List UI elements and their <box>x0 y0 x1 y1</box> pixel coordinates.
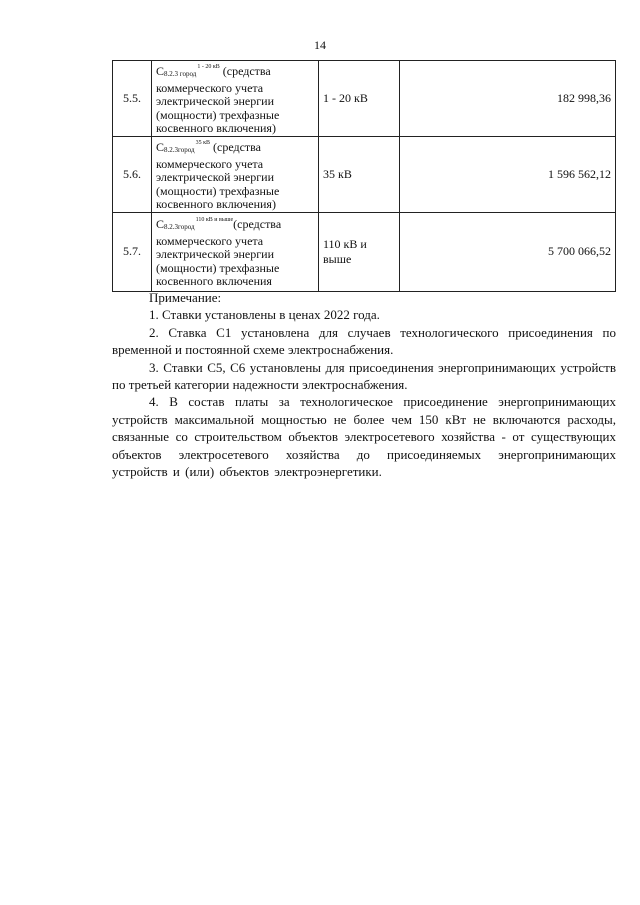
notes-section <box>112 289 616 480</box>
row-number: 5.7. <box>113 212 152 291</box>
voltage-level: 110 кВ и выше <box>319 212 400 291</box>
note-item: 3. Ставки С5, С6 установлены для присоединения энергопринимающих устройств по третьей категории надежности электроснабжения. <box>112 359 616 393</box>
note-item: 2. Ставка С1 установлена для случаев технологического присоединения по временной и постоянной схеме электроснабжения. <box>112 324 616 358</box>
rate-description-rest: коммерческого учета электрической энергии (мощности) трехфазные косвенного включения <box>156 233 280 289</box>
note-item: 4. В состав платы за технологическое присоединение энергопринимающих устройств максимальной мощностью не более чем 150 кВт не включаются расходы, связанные со строительством объектов электросетевого хозяйства - от существующих объектов электросетевого хозяйства до присоединяемых энергопринимающих устройств и (или) объектов электроэнергетики. <box>112 394 616 480</box>
note-item: 1. Ставки установлены в ценах 2022 года. <box>149 307 380 323</box>
voltage-level: 1 - 20 кВ <box>319 61 400 137</box>
rate-description-line1: (средства <box>210 140 261 154</box>
table-row <box>113 137 616 213</box>
rate-description <box>152 61 319 137</box>
rate-description <box>152 137 319 213</box>
row-number: 5.6. <box>113 137 152 213</box>
rate-symbol <box>156 64 220 78</box>
rate-symbol <box>156 140 210 154</box>
rate-value: 182 998,36 <box>400 61 616 137</box>
rate-symbol-superscript: 110 кВ и выше <box>195 217 234 224</box>
rate-symbol-base: С <box>156 64 165 79</box>
rate-value: 1 596 562,12 <box>400 137 616 213</box>
rate-symbol-base: С <box>156 140 165 154</box>
rate-symbol <box>156 217 233 231</box>
rate-description-line1: (средства <box>233 217 282 232</box>
notes-title: Примечание: <box>149 290 222 305</box>
table-row <box>113 212 616 291</box>
rates-table <box>112 60 616 292</box>
rate-description-rest: коммерческого учета электрической энергии (мощности) трехфазные косвенного включения) <box>156 80 280 136</box>
rate-symbol-subscript: 8.2.3город <box>164 223 195 232</box>
rate-symbol-subscript: 8.2.3город <box>164 146 195 154</box>
row-number: 5.5. <box>113 61 152 137</box>
rate-symbol-superscript: 1 - 20 кВ <box>197 64 220 71</box>
rate-value: 5 700 066,52 <box>400 212 616 291</box>
rate-description <box>152 212 319 291</box>
voltage-level: 35 кВ <box>319 137 400 213</box>
rate-description-rest: коммерческого учета электрической энергии (мощности) трехфазные косвенного включения) <box>156 156 280 211</box>
rate-symbol-superscript: 35 кВ <box>195 140 210 146</box>
rate-symbol-base: С <box>156 217 165 232</box>
page-number: 14 <box>314 38 326 52</box>
table-row <box>113 61 616 137</box>
rate-description-line1: (средства <box>219 64 271 79</box>
rate-symbol-subscript: 8.2.3 город <box>164 70 197 79</box>
